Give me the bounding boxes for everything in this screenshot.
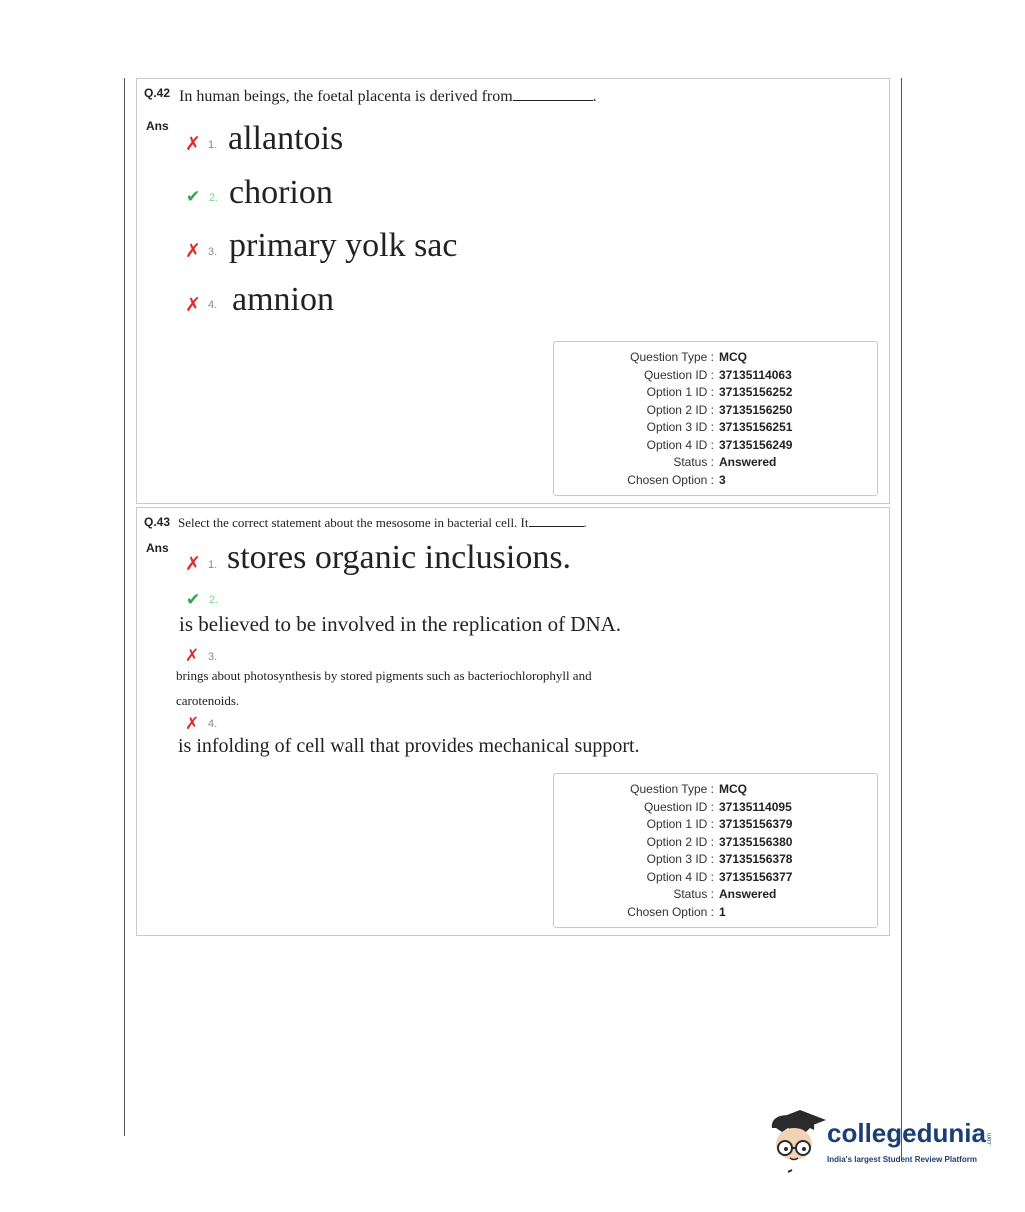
meta-row [554, 904, 877, 921]
meta-value: 1 [719, 905, 726, 919]
option-number: 1. [208, 559, 218, 571]
question-43-number: Q.43 [144, 515, 171, 529]
option-text: chorion [229, 174, 333, 211]
meta-value: 37135156379 [719, 817, 793, 831]
meta-row [554, 419, 877, 436]
question-42-text [179, 88, 597, 106]
option-number: 4. [208, 718, 218, 730]
meta-key: Option 1 ID : [646, 385, 714, 399]
wrong-mark-icon: ✗ [185, 294, 201, 316]
option-text: is believed to be involved in the replication of DNA. [179, 612, 622, 636]
student-mascot-icon [766, 1104, 828, 1174]
meta-value: 37135156249 [719, 438, 793, 452]
meta-key: Option 4 ID : [646, 870, 714, 884]
meta-value: Answered [719, 455, 777, 469]
meta-row [554, 384, 877, 401]
meta-key: Option 3 ID : [646, 852, 714, 866]
option-number: 1. [208, 139, 218, 151]
collegedunia-logo [766, 1104, 996, 1184]
question-42-blank [513, 100, 593, 101]
option-number: 3. [208, 246, 218, 258]
meta-key: Option 1 ID : [646, 817, 714, 831]
meta-value: 37135114095 [719, 800, 792, 814]
meta-key: Question Type : [630, 782, 714, 796]
wrong-mark-icon: ✗ [185, 553, 201, 575]
option-text: stores organic inclusions. [227, 539, 572, 576]
question-42-meta-box [553, 341, 878, 496]
logo-com-suffix: .com [987, 1132, 993, 1146]
meta-row [554, 851, 877, 868]
option-text-continuation: carotenoids. [176, 693, 240, 708]
question-42-suffix: . [592, 88, 597, 105]
meta-value: 37135156380 [719, 835, 793, 849]
meta-row [554, 437, 877, 454]
meta-value: 37135114063 [719, 368, 792, 382]
meta-value: MCQ [719, 782, 747, 796]
question-42-ans-label: Ans [146, 119, 169, 133]
meta-value: 3 [719, 473, 726, 487]
option-number: 2. [209, 594, 219, 606]
check-mark-icon: ✔ [186, 187, 201, 207]
option-text: brings about photosynthesis by stored pigments such as bacteriochlorophyll and [176, 668, 592, 683]
option-text: is infolding of cell wall that provides mechanical support. [178, 735, 640, 757]
meta-value: MCQ [719, 350, 747, 364]
page-right-border [901, 78, 902, 1158]
meta-row [554, 834, 877, 851]
option-text: allantois [228, 120, 344, 157]
meta-key: Option 2 ID : [646, 835, 714, 849]
wrong-mark-icon: ✗ [185, 714, 200, 734]
logo-wordmark: collegedunia [827, 1118, 986, 1148]
meta-value: 37135156251 [719, 420, 793, 434]
meta-key: Option 3 ID : [646, 420, 714, 434]
option-number: 3. [208, 651, 218, 663]
meta-row [554, 886, 877, 903]
meta-value: 37135156378 [719, 852, 793, 866]
option-text: amnion [232, 281, 334, 318]
meta-row [554, 869, 877, 886]
option-text: primary yolk sac [229, 227, 458, 264]
meta-key: Chosen Option : [627, 473, 714, 487]
option-number: 2. [209, 192, 219, 204]
page-left-border [124, 78, 125, 1136]
wrong-mark-icon: ✗ [185, 240, 201, 262]
wrong-mark-icon: ✗ [185, 646, 200, 666]
question-42-stem: In human beings, the foetal placenta is derived from [179, 88, 513, 105]
option-number: 4. [208, 299, 218, 311]
question-43-suffix: . [583, 515, 587, 530]
question-43-meta-box [553, 773, 878, 928]
meta-row [554, 781, 877, 798]
meta-value: 37135156377 [719, 870, 793, 884]
meta-value: 37135156252 [719, 385, 793, 399]
check-mark-icon: ✔ [186, 590, 201, 610]
meta-row [554, 367, 877, 384]
meta-row [554, 816, 877, 833]
meta-row [554, 799, 877, 816]
meta-value: 37135156250 [719, 403, 793, 417]
question-43-blank [529, 526, 584, 527]
question-43-text [178, 515, 587, 531]
meta-row [554, 454, 877, 471]
meta-key: Status : [673, 887, 714, 901]
meta-row [554, 349, 877, 366]
meta-key: Status : [673, 455, 714, 469]
question-43-stem: Select the correct statement about the mesosome in bacterial cell. It [178, 515, 529, 530]
meta-row [554, 402, 877, 419]
meta-value: Answered [719, 887, 777, 901]
meta-key: Question ID : [643, 368, 714, 382]
question-43-ans-label: Ans [146, 541, 169, 555]
meta-key: Question Type : [630, 350, 714, 364]
meta-key: Option 2 ID : [646, 403, 714, 417]
meta-key: Question ID : [643, 800, 714, 814]
meta-key: Chosen Option : [627, 905, 714, 919]
logo-tagline: India's largest Student Review Platform [827, 1155, 977, 1164]
meta-key: Option 4 ID : [646, 438, 714, 452]
wrong-mark-icon: ✗ [185, 133, 201, 155]
meta-row [554, 472, 877, 489]
question-42-number: Q.42 [144, 86, 171, 100]
